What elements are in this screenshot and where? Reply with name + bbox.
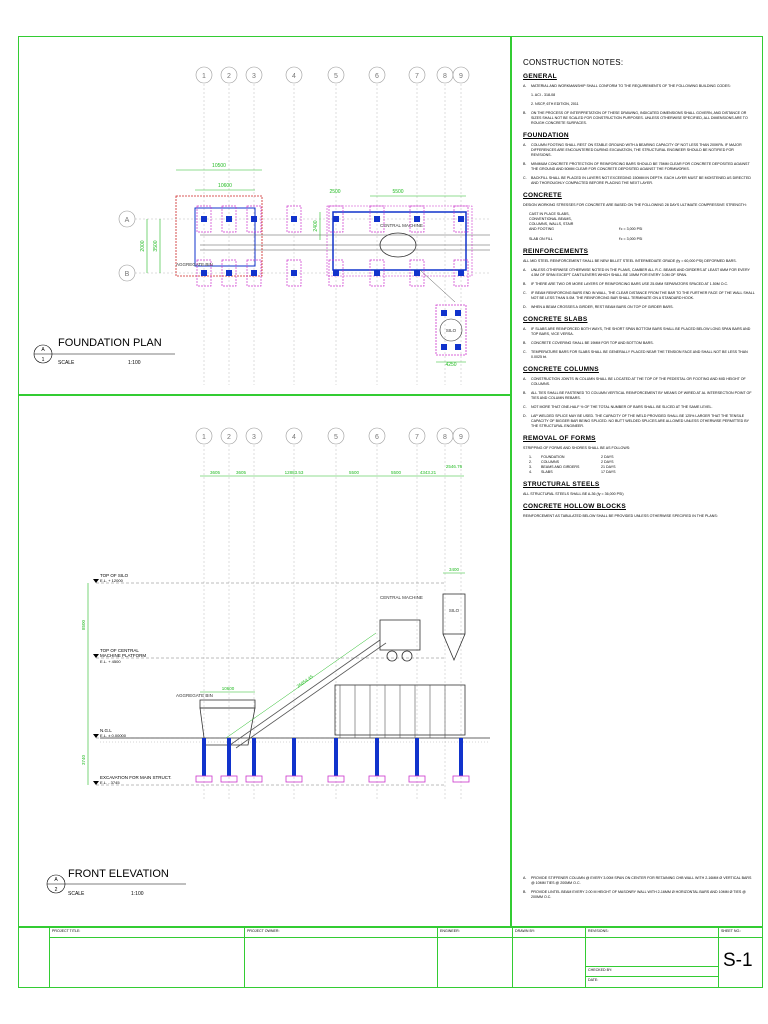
level-value: E.L. - 3745 (100, 780, 120, 785)
tb-revisions: REVISIONS: (588, 929, 609, 933)
elev-dim-5: 5500 (390, 470, 402, 475)
forms-days: 21 DAYS (601, 465, 616, 469)
elev-dim-7: 2546.76 (445, 464, 463, 469)
note-item (523, 876, 755, 886)
pedestal (334, 738, 338, 776)
plan-scale-value: 1:100 (128, 360, 141, 366)
elev-silo (443, 594, 465, 634)
note-text: 2. NSCP, 6TH EDITION, 2011 (531, 102, 579, 106)
concrete-element: CONVENTIONAL BEAMS, (529, 217, 572, 221)
note-text: WHEN A BEAM CROSSES A GIRDER, REST BEAM BARS ON TOP OF GIRDER BARS. (531, 305, 674, 309)
silo-column-mark (441, 344, 447, 350)
note-key: C. (523, 405, 527, 409)
reinforcement-notes (523, 268, 755, 310)
note-key: B. (523, 162, 527, 166)
column-notes (523, 377, 755, 429)
silo-column-mark (441, 310, 447, 316)
concrete-element: COLUMNS, WALLS, STAIR (529, 222, 574, 226)
elev-dim-1: 3605 (209, 470, 221, 475)
forms-element: SLABS (541, 470, 553, 474)
note-item (523, 143, 755, 158)
pedestal (202, 738, 206, 776)
elev-dim-3: 12883.53 (284, 470, 304, 475)
note-text: MATERIAL AND WORKMANSHIP SHALL CONFORM TO THE REQUIREMENTS OF THE FOLLOWING BUILDING CODES: (531, 84, 731, 88)
column-mark (414, 216, 420, 222)
grid-label-8: 8 (443, 73, 447, 80)
plan-scale-label: SCALE (58, 360, 75, 366)
note-text: PROVIDE LINTEL BEAM EVERY 2.00 M HEIGHT OF MASONRY WALL WITH 2-16MM Ø HORIZONTAL BARS AND 10MM Ø TIES @ 200MM O.C. (531, 890, 746, 899)
column-mark (333, 270, 339, 276)
note-text: IF SLABS ARE REINFORCED BOTH WAYS, THE SHORT SPAN BOTTOM BARS SHALL BE PLACED BELOW LONG SPAN BARS AND TOP BARS, VICE VERSA. (531, 327, 751, 336)
level-name: TOP OF CENTRAL (100, 648, 139, 653)
plan-silo-label: SILO (445, 328, 457, 333)
note-item (523, 93, 755, 98)
concrete-strength-table (529, 212, 755, 242)
chb-text: REINFORCEMENT AS TABULATED BELOW SHALL BE PROVIDED UNLESS OTHERWISE SPECIFIED IN THE PLANS: (523, 514, 718, 518)
note-item (523, 341, 755, 346)
forms-days: 2 DAYS (601, 460, 614, 464)
foundation-heading: FOUNDATION (523, 132, 569, 139)
grid-label-4: 4 (292, 73, 296, 80)
silo-column-mark (455, 344, 461, 350)
tb-date: DATE: (588, 978, 599, 982)
elev-dim-4: 5500 (348, 470, 360, 475)
elev-dim-12: 26854.45 (295, 673, 314, 689)
tb-row-line (49, 937, 762, 938)
column-mark (414, 270, 420, 276)
column-mark (374, 216, 380, 222)
note-key: A. (523, 143, 527, 147)
chb-heading: CONCRETE HOLLOW BLOCKS (523, 503, 627, 510)
elev-dim-9: 10600 (221, 686, 235, 691)
forms-element: COLUMNS (541, 460, 559, 464)
forms-element: BEAMS AND GIRDERS (541, 465, 580, 469)
plan-tag-letter: A (41, 347, 45, 353)
note-text: ON THE PROCESS OF INTERPRETATION OF THESE DRAWING, INDICATED DIMENSIONS SHALL GOVERN, AND DISTANCE OR SIZES SHALL NOT BE SCALED FOR CONSTRUCTION PURPOSES. UNLESS OTHERWISE SPECIFIED, ALL DIMENSIONS ARE TO ROUGH CONCRETE SURFACES. (531, 111, 748, 125)
removal-forms-intro: STRIPPING OF FORMS AND SHORES SHALL BE AS FOLLOWS: (523, 446, 631, 450)
column-mark (291, 270, 297, 276)
plan-dim-8: 2000 (140, 240, 146, 252)
pedestal (227, 738, 231, 776)
front-elevation-drawing (20, 396, 510, 924)
column-mark (458, 216, 464, 222)
note-key (523, 102, 531, 107)
grid-label-a: A (124, 217, 130, 224)
elev-dim-2: 3605 (235, 470, 247, 475)
elev-aggregate-top (200, 700, 255, 708)
note-key: A. (523, 377, 527, 381)
column-mark (251, 216, 257, 222)
note-text: NOT MORE THAT ONE-HALF ½ OF THE TOTAL NUMBER OF BARS SHALL BE SLICED AT THE SAME LEVEL. (531, 405, 713, 409)
removal-forms-heading: REMOVAL OF FORMS (523, 435, 596, 442)
column-mark (458, 270, 464, 276)
pedestal (292, 738, 296, 776)
plan-dim-7: 2400 (313, 220, 319, 232)
plan-tag-number: 1 (41, 357, 45, 363)
column-mark (333, 216, 339, 222)
note-item (523, 391, 755, 401)
tb-drawn-by: DRAWN BY: (515, 929, 536, 933)
elev-scale-value: 1:100 (131, 891, 144, 897)
tb-project-owner: PROJECT OWNER: (247, 929, 280, 933)
grid-label-2: 2 (227, 73, 231, 80)
plan-dim-5: 4250 (445, 362, 457, 368)
general-notes (523, 84, 755, 126)
plan-dim-1: 10500 (212, 163, 226, 169)
elev-grid-label-6: 6 (375, 434, 379, 441)
column-mark (291, 216, 297, 222)
note-key: B. (523, 282, 527, 286)
foundation-notes (523, 143, 755, 186)
note-item (523, 305, 755, 310)
concrete-strength: f'c = 3,000 PSI (619, 237, 643, 241)
level-value: E.L. + 4500 (100, 659, 121, 664)
forms-days: 2 DAYS (601, 455, 614, 459)
elev-mixer-2 (402, 651, 412, 661)
note-text: CONCRETE COVERING SHALL BE 19MM FOR TOP AND BOTTOM BARS. (531, 341, 654, 345)
grid-label-6: 6 (375, 73, 379, 80)
note-text: IF BEAM REINFORCING BARS END IN WALL, THE CLEAR DISTANCE FROM THE BAR TO THE FURTHER FACE OF THE WALL SHALL NOT BE LESS THAN 5.0M. THE REINFORCING BAR SHALL TERMINATE ON A STANDARD HOOK. (531, 291, 755, 300)
silo-link (420, 270, 455, 302)
note-text: LAP WELDED SPLICE MAY BE USED. THE CAPACITY OF THE WELD PROVIDED SHALL BE 125% LARGER THAT THE TENSILE CAPACITY OF BIGGER BAR BEING SPLICED. NO BUTT WELDED SPLICES ARE ALLOWED UNLESS OTHERWISE PERMITTED BY THE STRUCTURAL ENGINEER. (531, 414, 749, 428)
note-key: A. (523, 268, 527, 272)
tb-project-title: PROJECT TITLE: (52, 929, 81, 933)
forms-index: 1. (529, 455, 532, 459)
level-marker-icon (93, 579, 99, 583)
column-mark (226, 270, 232, 276)
elev-grid-label-1: 1 (202, 434, 206, 441)
note-text: IF THERE ARE TWO OR MORE LAYERS OF REINFORCING BARS USE 25.0MM SEPARATORS SPACED AT 1.50M O.C. (531, 282, 729, 286)
note-key: A. (523, 876, 527, 880)
note-item (523, 268, 755, 278)
central-machine-footing (327, 206, 472, 276)
level-value: E.L. + 12000 (100, 578, 123, 583)
elev-scale-label: SCALE (68, 891, 85, 897)
elev-silo-cone (443, 634, 465, 660)
note-text: ALL TIES SHALL BE FASTENED TO COLUMN VERTICAL REINFORCEMENT BY MEANS OF WIRED AT AL INTERSECTION POINT OF TIES AND COLUMN REBARS. (531, 391, 752, 400)
elev-silo-label: SILO (448, 608, 460, 613)
grid-label-9: 9 (459, 73, 463, 80)
elev-tag-letter: A (54, 877, 58, 883)
elev-tag-number: 2 (54, 887, 58, 893)
title-block-line (18, 926, 763, 928)
note-text: UNLESS OTHERWISE OTHERWISE NOTED IN THE PLANS, CAMBER ALL R.C. BEAMS AND GIRDERS AT LEAST 6MM FOR EVERY 4.5M OF SPAN EXCEPT CANTILEVERS WHICH SHALL BE 10MM FOR EVERY 3.0M OF SPAN. (531, 268, 750, 277)
note-text: CONSTRUCTION JOINTS IN COLUMN SHALL BE LOCATED AT THE TOP OF THE PEDESTAL OR FOOTING AND MID HEIGHT OF COLUMNS. (531, 377, 746, 386)
plan-aggregate-label: AGGREGATE BIN (176, 262, 213, 267)
note-text: COLUMN FOOTING SHALL REST ON STABLE GROUND WITH A BEARING CAPACITY OF NOT LESS THAN 200KPA. IF MAJOR DIFFERENCES ARE ENCOUNTERED DURING EXCAVATION, THE STRUCTURAL ENGINEER SHOULD BE NOTIFIED FOR REVISIONS. (531, 143, 742, 157)
note-key: C. (523, 350, 527, 354)
concrete-element: SLAB ON FILL (529, 237, 553, 241)
note-item (523, 414, 755, 429)
plan-central-machine-label: CENTRAL MACHINE (380, 223, 423, 228)
elev-mixer-1 (387, 651, 397, 661)
note-key: B. (523, 111, 527, 115)
notes-divider (510, 36, 512, 926)
level-marker-icon (93, 654, 99, 658)
note-text: MINIMUM CONCRETE PROTECTION OF REINFORCING BARS SHOULD BE 75MM CLEAR FOR CONCRETE DEPOSITED AGAINST THE GROUND AND 50MM CLEAR FOR CONCRETE DEPOSITED AGAINST THE FORMWORKS. (531, 162, 750, 171)
elev-central-machine (380, 620, 420, 650)
note-key: C. (523, 291, 527, 295)
note-item (523, 111, 755, 126)
elev-aggregate-label: AGGREGATE BIN (176, 693, 213, 698)
concrete-intro: DESIGN WORKING STRESSES FOR CONCRETE ARE BASED ON THE FOLLOWING 28 DAYS ULTIMATE COMPRESSIVE STRENGTH: (523, 203, 747, 207)
slab-notes (523, 327, 755, 360)
grid-label-1: 1 (202, 73, 206, 80)
note-key: B. (523, 391, 527, 395)
grid-label-3: 3 (252, 73, 256, 80)
note-key: D. (523, 305, 527, 309)
concrete-row (529, 237, 755, 242)
column-mark (251, 270, 257, 276)
forms-row (529, 470, 755, 475)
structural-steels-heading: STRUCTURAL STEELS (523, 481, 600, 488)
elev-dim-8: 3400 (448, 567, 460, 572)
level-name: N.G.L (100, 728, 112, 733)
silo-column-mark (455, 310, 461, 316)
plan-dim-6: 3500 (153, 240, 159, 252)
note-item (523, 890, 755, 900)
reinforcements-intro: ALL MID STEEL REINFORCEMENT SHALL BE NEW BILLET STEEL INTERMEDIATE GRADE (fy = 60,000 PSI) DEFORMED BARS. (523, 259, 737, 263)
note-item (523, 102, 755, 107)
forms-index: 4. (529, 470, 532, 474)
plan-dim-4: 2500 (329, 189, 341, 195)
level-name: TOP OF SILO (100, 573, 129, 578)
plan-dim-3: 5500 (392, 189, 404, 195)
elev-title: FRONT ELEVATION (68, 868, 169, 880)
tb-checked-line (586, 966, 718, 967)
grid-label-b: B (124, 271, 130, 278)
column-mark (201, 270, 207, 276)
forms-days: 17 DAYS (601, 470, 616, 474)
note-key: A. (523, 327, 527, 331)
construction-notes (523, 52, 755, 912)
tb-checked-by: CHECKED BY: (588, 968, 613, 972)
elev-conveyor-2 (236, 643, 386, 748)
pedestal (459, 738, 463, 776)
reinforcements-heading: REINFORCEMENTS (523, 248, 589, 255)
elev-grid-label-7: 7 (415, 434, 419, 441)
tb-sheet-value: S-1 (723, 950, 753, 971)
tb-sheet-no: SHEET NO.: (721, 929, 742, 933)
level-marker-icon (93, 734, 99, 738)
level-name-line2: MACHINE PLATFORM (100, 653, 147, 658)
elev-dim-10: 8500 (81, 619, 86, 631)
column-mark (374, 270, 380, 276)
note-key: B. (523, 341, 527, 345)
elev-grid-label-8: 8 (443, 434, 447, 441)
note-item (523, 84, 755, 89)
forms-index: 2. (529, 460, 532, 464)
level-marker-icon (93, 781, 99, 785)
level-value: E.L. ± 0.00000 (100, 733, 126, 738)
note-text: 1. ACI - 318-08 (531, 93, 556, 97)
forms-index: 3. (529, 465, 532, 469)
note-key (523, 93, 531, 98)
note-text: TEMPERATURE BARS FOR SLABS SHALL BE GENERALLY PLACED NEAR THE TENSION FACE AND SHALL NOT BE LESS THAN 0.0025 bt. (531, 350, 748, 359)
concrete-element: AND FOOTING (529, 227, 554, 231)
elev-grid-label-4: 4 (292, 434, 296, 441)
elev-grid-label-5: 5 (334, 434, 338, 441)
tb-engineer: ENGINEER: (440, 929, 460, 933)
pedestal (415, 738, 419, 776)
structural-steels-text: ALL STRUCTURAL STEELS SHALL BE A-36 (fy = 36,000 PSI) (523, 492, 624, 496)
central-machine-frame (333, 212, 466, 270)
note-item (523, 327, 755, 337)
elev-dim-11: 3740 (81, 754, 86, 766)
removal-forms-table (529, 455, 755, 475)
note-text: BACKFILL SHALL BE PLACED IN LAYERS NOT EXCEEDING 150MM IN DEPTH. EACH LAYER MUST BE MOISTENED AS DIRECTED AND THOROUGHLY COMPACTED BEFORE PLACING THE NEXT LAYER. (531, 176, 751, 185)
foundation-plan-drawing (20, 38, 510, 393)
notes-heading: CONSTRUCTION NOTES: (523, 58, 624, 67)
concrete-columns-heading: CONCRETE COLUMNS (523, 366, 599, 373)
note-item (523, 405, 755, 410)
note-key: D. (523, 414, 527, 418)
note-key: A. (523, 84, 527, 88)
elev-dim-6: 4343.21 (419, 470, 437, 475)
plan-dim-2: 10600 (218, 183, 232, 189)
forms-element: FOUNDATION (541, 455, 565, 459)
note-item (523, 377, 755, 387)
concrete-strength: f'c = 3,000 PSI (619, 227, 643, 231)
tb-date-line (586, 976, 718, 977)
grid-label-5: 5 (334, 73, 338, 80)
chb-notes (523, 876, 755, 904)
concrete-element: CAST IN PLACE SLABS, (529, 212, 570, 216)
note-item (523, 291, 755, 301)
elev-conveyor-1 (230, 640, 380, 745)
pedestal (375, 738, 379, 776)
grid-label-7: 7 (415, 73, 419, 80)
elev-grid-label-9: 9 (459, 434, 463, 441)
general-heading: GENERAL (523, 73, 557, 80)
column-mark (226, 216, 232, 222)
note-key: C. (523, 176, 527, 180)
note-key: B. (523, 890, 527, 894)
note-item (523, 350, 755, 360)
level-name: EXCAVATION FOR MAIN STRUCT. (100, 775, 172, 780)
pedestal (252, 738, 256, 776)
concrete-slabs-heading: CONCRETE SLABS (523, 316, 588, 323)
plan-title: FOUNDATION PLAN (58, 337, 162, 349)
note-item (523, 162, 755, 172)
elev-grid-label-2: 2 (227, 434, 231, 441)
note-item (523, 176, 755, 186)
elev-central-machine-label: CENTRAL MACHINE (380, 595, 423, 600)
column-mark (201, 216, 207, 222)
note-item (523, 282, 755, 287)
elev-grid-label-3: 3 (252, 434, 256, 441)
concrete-heading: CONCRETE (523, 192, 562, 199)
note-text: PROVIDE STIFFENER COLUMN @ EVERY 3.00M SPAN ON CENTER FOR RETAINING CHB WALL WITH 2-16MM Ø VERTICAL BARS @ 10MM TIES @ 200MM O.C. (531, 876, 752, 885)
